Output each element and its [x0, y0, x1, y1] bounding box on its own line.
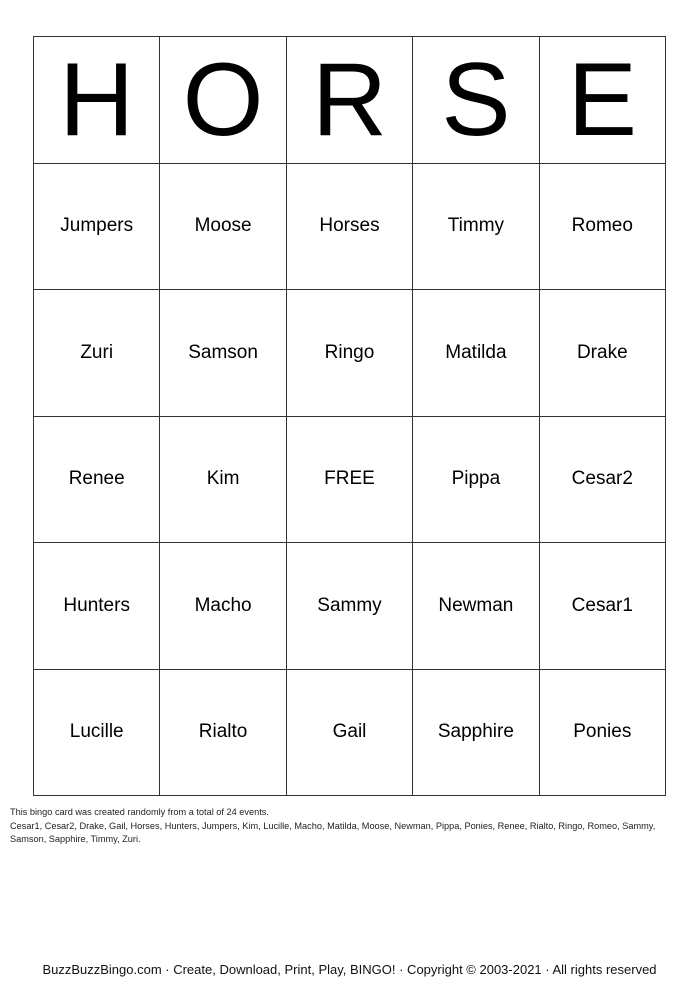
bingo-cell: Cesar2	[540, 417, 666, 544]
bingo-cell: Matilda	[413, 290, 539, 417]
bingo-cell: Newman	[413, 543, 539, 670]
bingo-cell: Jumpers	[34, 164, 160, 291]
bingo-cell: Hunters	[34, 543, 160, 670]
bingo-cell: Macho	[160, 543, 286, 670]
bingo-cell: Rialto	[160, 670, 286, 797]
bingo-cell: Lucille	[34, 670, 160, 797]
bingo-cell: Gail	[287, 670, 413, 797]
bingo-cell: Renee	[34, 417, 160, 544]
bingo-cell: Sapphire	[413, 670, 539, 797]
bingo-cell: Drake	[540, 290, 666, 417]
bingo-cell: Pippa	[413, 417, 539, 544]
bingo-cell: Timmy	[413, 164, 539, 291]
bingo-cell: Ringo	[287, 290, 413, 417]
footnote-event-list: Cesar1, Cesar2, Drake, Gail, Horses, Hunters, Jumpers, Kim, Lucille, Macho, Matilda, Moose, Newman, Pippa, Ponies, Renee, Rialto, Ringo, Romeo, Sammy, Samson, Sapphire, Timmy, Zuri.	[10, 820, 656, 844]
bingo-cell: Sammy	[287, 543, 413, 670]
bingo-cell: Samson	[160, 290, 286, 417]
card-footnote	[10, 806, 690, 847]
bingo-cell: Moose	[160, 164, 286, 291]
header-letter-s: S	[413, 37, 539, 164]
footnote-summary: This bingo card was created randomly from a total of 24 events.	[10, 807, 269, 817]
header-letter-h: H	[34, 37, 160, 164]
bingo-cell: Zuri	[34, 290, 160, 417]
bingo-cell: Ponies	[540, 670, 666, 797]
header-letter-r: R	[287, 37, 413, 164]
bingo-cell: Romeo	[540, 164, 666, 291]
bingo-cell: Cesar1	[540, 543, 666, 670]
bingo-card	[33, 36, 666, 796]
bingo-cell: Horses	[287, 164, 413, 291]
page-footer: BuzzBuzzBingo.com · Create, Download, Print, Play, BINGO! · Copyright © 2003-2021 · All rights reserved	[42, 962, 657, 977]
header-letter-e: E	[540, 37, 666, 164]
header-letter-o: O	[160, 37, 286, 164]
free-space-cell: FREE	[287, 417, 413, 544]
bingo-cell: Kim	[160, 417, 286, 544]
